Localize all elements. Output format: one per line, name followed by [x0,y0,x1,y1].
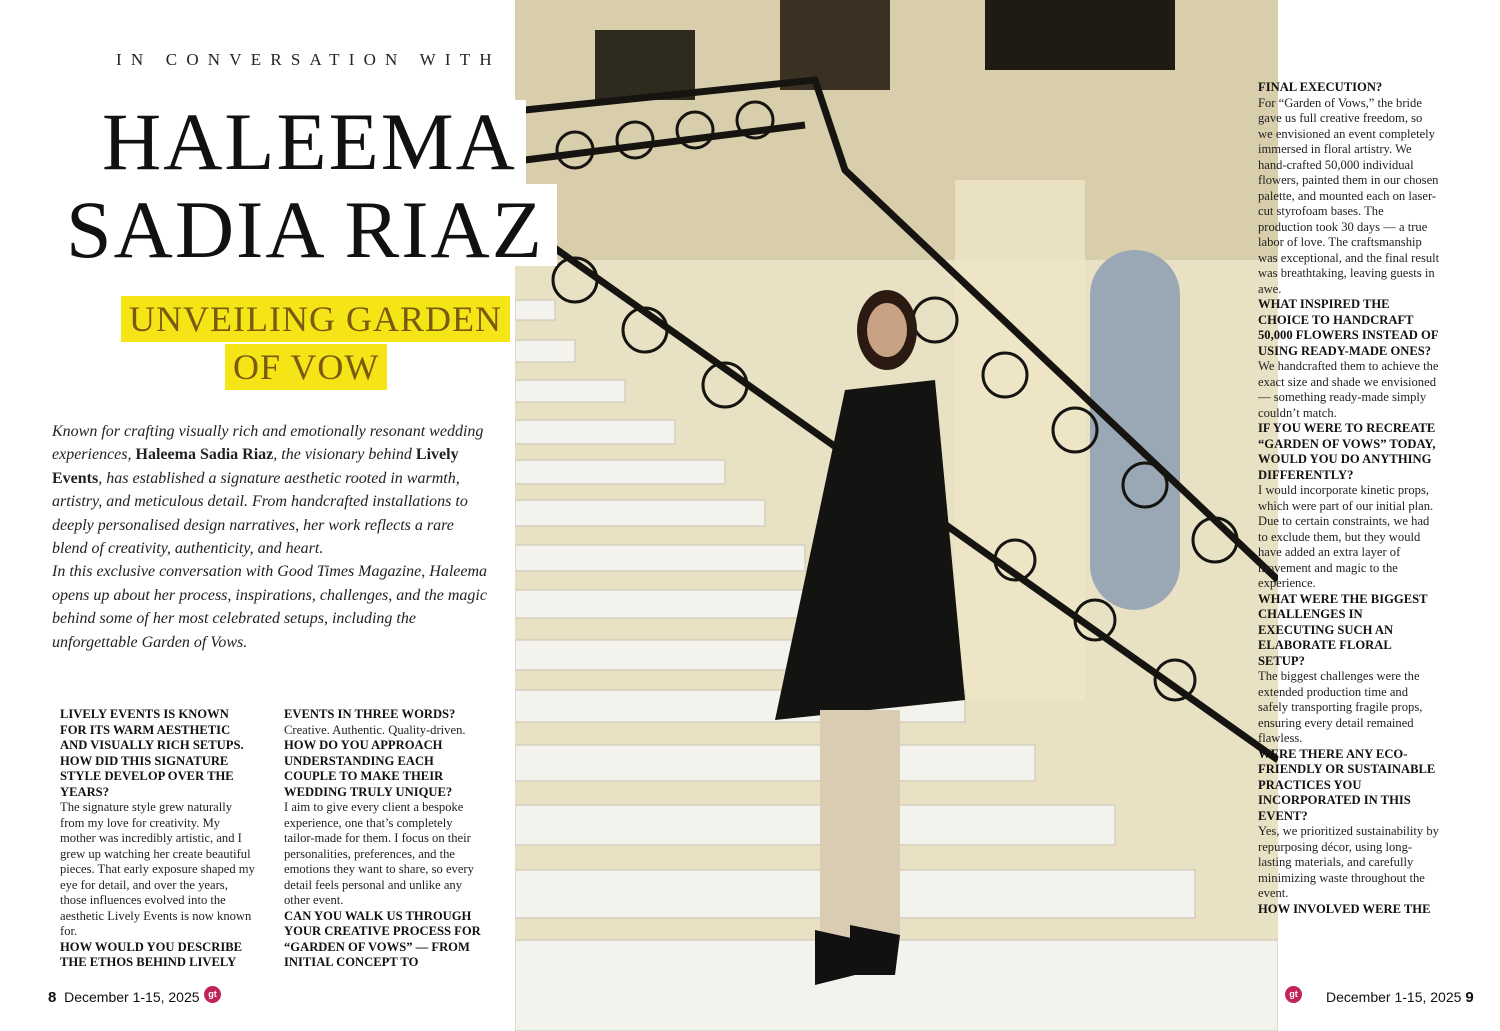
interview-answer: For “Garden of Vows,” the bride gave us full creative freedom, so we envisioned an event completely immersed in floral artistry. We hand-crafted 50,000 individual flowers, painted them in our chosen palette, and mounted each on laser-cut styrofoam bases. The production took 30 days — a true labor of love. The craftsmanship was exceptional, and the final result was breathtaking, leaving guests in awe. [1258,95,1440,296]
feature-name [66,98,544,274]
interview-question: IF YOU WERE TO RECREATE “GARDEN OF VOWS” TODAY, WOULD YOU DO ANYTHING DIFFERENTLY? [1258,421,1436,482]
kicker-text: IN CONVERSATION WITH [116,50,501,69]
issue-date: December 1-15, 2025 [1326,989,1462,1005]
interview-question: WERE THERE ANY ECO-FRIENDLY OR SUSTAINABLE PRACTICES YOU INCORPORATED IN THIS EVENT? [1258,746,1436,823]
subtitle-line1: UNVEILING GARDEN [121,296,510,342]
interview-question: EVENTS IN THREE WORDS? [284,707,456,721]
interview-answer: The signature style grew naturally from my love for creativity. My mother was incredibly artistic, and I grew up watching her create beautiful pieces. That early exposure shaped my eye for detail, and over the years, those influences evolved into the aesthetic Lively Events is now known for. [60,800,255,938]
interview-answer: Yes, we prioritized sustainability by repurposing décor, using long-lasting materials, and carefully minimizing waste throughout the event. [1258,824,1439,900]
subtitle-line2: OF VOW [225,344,387,390]
page-number: 8 [48,989,57,1006]
intro-bold-company: Lively Events [52,446,459,487]
staircase-portrait-image [515,0,1278,1031]
article-column-3 [1258,80,1440,917]
interview-question: WHAT INSPIRED THE CHOICE TO HANDCRAFT 50,000 FLOWERS INSTEAD OF USING READY-MADE ONES? [1258,297,1439,358]
folio-right [1326,989,1474,1006]
interview-question: HOW WOULD YOU DESCRIBE THE ETHOS BEHIND LIVELY [60,939,243,969]
feature-photo [515,0,1278,1031]
intro-text: , has established a signature aesthetic rooted in warmth, artistry, and meticulous detail. From handcrafted installations to deeply personalised design narratives, her work reflects a rare blend of creativity, authenticity, and heart. [52,469,468,558]
interview-answer: The biggest challenges were the extended production time and safely transporting fragile props, ensuring every detail remained flawless. [1258,669,1423,745]
interview-answer: I aim to give every client a bespoke experience, one that’s completely tailor-made for them. I focus on their personalities, preferences, and the emotions they want to share, so every detail feels personal and unlike any other event. [284,800,474,907]
subtitle-highlight [121,296,510,390]
magazine-logo-icon: gt [1285,986,1302,1003]
page-number: 9 [1465,989,1474,1006]
interview-question: CAN YOU WALK US THROUGH YOUR CREATIVE PROCESS FOR “GARDEN OF VOWS” — FROM INITIAL CONCEPT TO [284,908,481,969]
magazine-logo-icon: gt [204,986,221,1003]
article-column-1 [60,707,256,971]
interview-answer: I would incorporate kinetic props, which were part of our initial plan. Due to certain constraints, we had to exclude them, but they would have added an extra layer of movement and magic to the experience. [1258,483,1434,590]
interview-question: WHAT WERE THE BIGGEST CHALLENGES IN EXECUTING SUCH AN ELABORATE FLORAL SETUP? [1258,591,1428,668]
intro-text: Known for crafting visually rich and emotionally resonant wedding experiences, [52,423,484,464]
article-column-2 [284,707,482,971]
issue-date: December 1-15, 2025 [64,989,200,1005]
intro-bold-name: Haleema Sadia Riaz [135,446,274,464]
intro-text-2: In this exclusive conversation with Good Times Magazine, Haleema opens up about her process, inspirations, challenges, and the magic behind some of her most celebrated setups, including the unforgettable Garden of Vows. [52,563,488,651]
name-line2: SADIA RIAZ [66,184,544,275]
interview-answer: Creative. Authentic. Quality-driven. [284,722,466,737]
interview-question: FINAL EXECUTION? [1258,80,1383,94]
intro-text: , the visionary behind [273,446,416,464]
interview-question: LIVELY EVENTS IS KNOWN FOR ITS WARM AESTHETIC AND VISUALLY RICH SETUPS. HOW DID THIS SIGNATURE STYLE DEVELOP OVER THE YEARS? [60,707,244,799]
intro-paragraph [52,420,492,654]
interview-question: HOW INVOLVED WERE THE [1258,901,1431,916]
interview-question: HOW DO YOU APPROACH UNDERSTANDING EACH COUPLE TO MAKE THEIR WEDDING TRULY UNIQUE? [284,738,453,799]
interview-answer: We handcrafted them to achieve the exact size and shade we envisioned — something ready-made simply couldn’t match. [1258,359,1439,420]
folio-left [48,989,200,1006]
name-line1: HALEEMA [102,96,517,187]
